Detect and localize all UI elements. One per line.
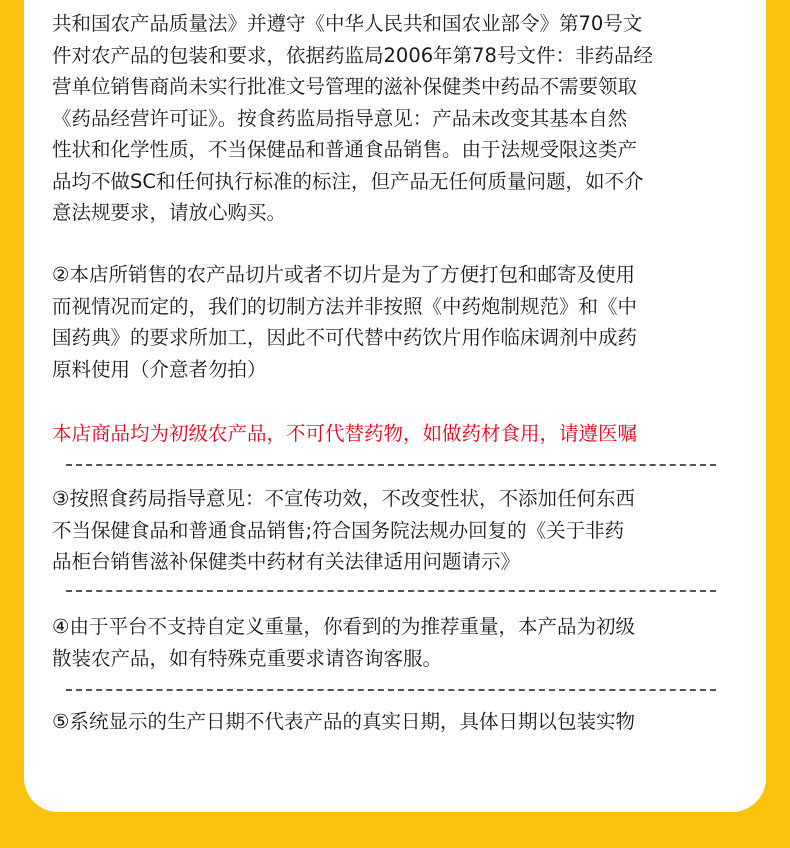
warning-paragraph (52, 418, 712, 450)
text-line: 性状和化学性质，不当保健品和普通食品销售。由于法规受限这类产 (52, 138, 638, 161)
text-line: ②本店所销售的农产品切片或者不切片是为了方便打包和邮寄及使用 (52, 263, 635, 286)
text-line: 原料使用（介意者勿拍） (52, 357, 267, 381)
text-line: ④由于平台不支持自定义重量，你看到的为推荐重量，本产品为初级 (52, 615, 635, 638)
text-line: 而视情况而定的，我们的切制方法并非按照《中药炮制规范》和《中 (52, 294, 638, 318)
item-3-paragraph (52, 483, 712, 578)
text-line: 品柜台销售滋补保健类中药材有关法律适用问题请示》 (52, 550, 521, 573)
text-line: 不当保健食品和普通食品销售;符合国务院法规办回复的《关于非药 (52, 518, 625, 542)
text-line: ⑤系统显示的生产日期不代表产品的真实日期，具体日期以包装实物 (52, 710, 635, 733)
item-4-paragraph (52, 611, 712, 674)
dashed-divider (66, 689, 716, 691)
text-line: 国药典》的要求所加工，因此不可代替中药饮片用作临床调剂中成药 (52, 326, 638, 349)
text-line: 意法规要求，请放心购买。 (52, 201, 287, 224)
text-line: ③按照食药局指导意见：不宣传功效，不改变性状，不添加任何东西 (52, 487, 635, 510)
dashed-divider (66, 590, 716, 592)
text-line: 品均不做SC和任何执行标准的标注，但产品无任何质量问题，如不介 (52, 169, 644, 193)
warning-text: 本店商品均为初级农产品，不可代替药物，如做药材食用，请遵医嘱 (52, 422, 638, 445)
text-line: 《药品经营许可证》。按食药监局指导意见：产品未改变其基本自然 (52, 106, 628, 130)
dashed-divider (66, 464, 716, 466)
text-line: 散装农产品，如有特殊克重要求请咨询客服。 (52, 646, 443, 670)
text-line: 共和国农产品质量法》并遵守《中华人民共和国农业部令》第70号文 (52, 12, 643, 35)
item-2-paragraph (52, 259, 712, 385)
item-5-paragraph (52, 706, 712, 738)
intro-paragraph (52, 8, 712, 229)
text-line: 件对农产品的包装和要求，依据药监局2006年第78号文件：非药品经 (52, 43, 653, 67)
text-line: 营单位销售商尚未实行批准文号管理的滋补保健类中药品不需要领取 (52, 75, 638, 98)
